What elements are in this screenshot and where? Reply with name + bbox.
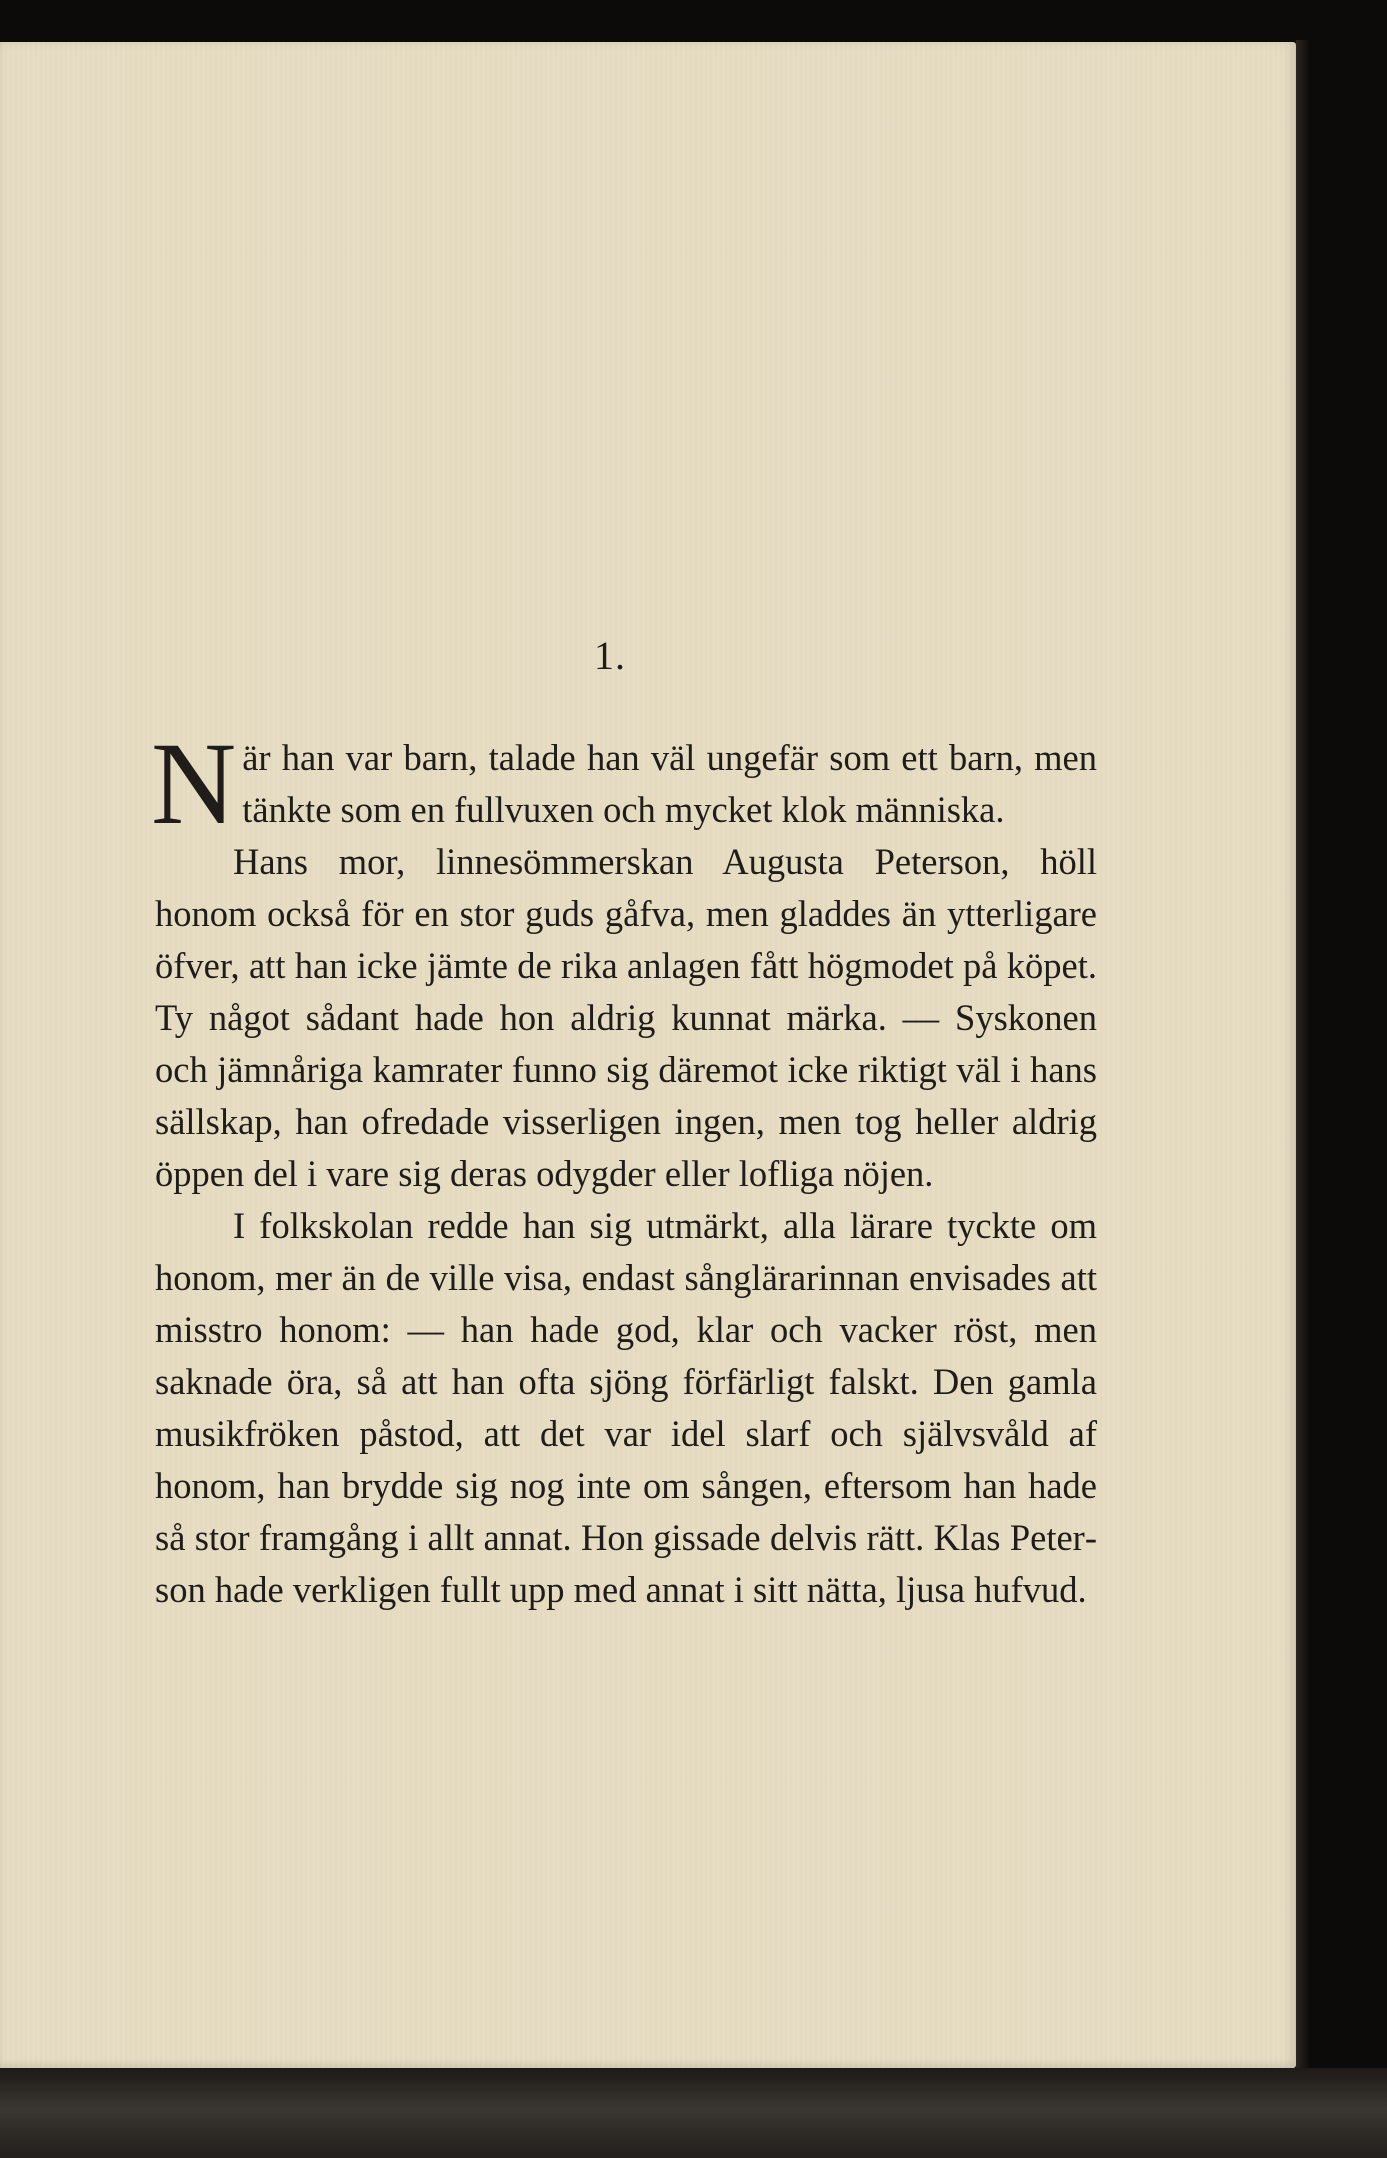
paragraph-1-text: är han var barn, talade han väl ungefär som ett barn, men tänkte som en fullvuxen och mycket klok människa. (242, 737, 1097, 830)
paragraph-1 (151, 718, 1097, 849)
page-edge-shadow (1296, 40, 1310, 2070)
paragraph-2: Hans mor, linnesömmerskan Augusta Peterson, höll honom också för en stor guds gåfva, men gladdes än ytterligare öfver, att han icke jämte de rika anlagen fått högmodet på köpet. Ty något sådant hade hon aldrig kunnat märka. — Syskonen och jämnåriga kamrater funno sig däremot icke riktigt väl i hans sällskap, han ofredade visserligen ingen, men tog heller aldrig öppen del i vare sig deras odygder eller lofliga nöjen. (155, 841, 1097, 1194)
paragraph-3: I folkskolan redde han sig utmärkt, alla lärare tyckte om honom, mer än de ville visa, endast sånglärarinnan envisades att misstro honom: — han hade god, klar och vacker röst, men saknade öra, så att han ofta sjöng förfärligt falskt. Den gamla musikfröken påstod, att det var idel slarf och självsvåld af honom, han brydde sig nog inte om sången, eftersom han hade så stor framgång i allt annat. Hon gissade delvis rätt. Klas Peterson hade verkligen fullt upp med annat i sitt nätta, ljusa hufvud. (155, 1205, 1097, 1610)
chapter-number: 1. (594, 633, 626, 678)
book-page (0, 42, 1296, 2068)
drop-cap: N (151, 718, 237, 849)
body-text (151, 718, 1097, 1616)
bottom-binding-strip (0, 2068, 1387, 2158)
